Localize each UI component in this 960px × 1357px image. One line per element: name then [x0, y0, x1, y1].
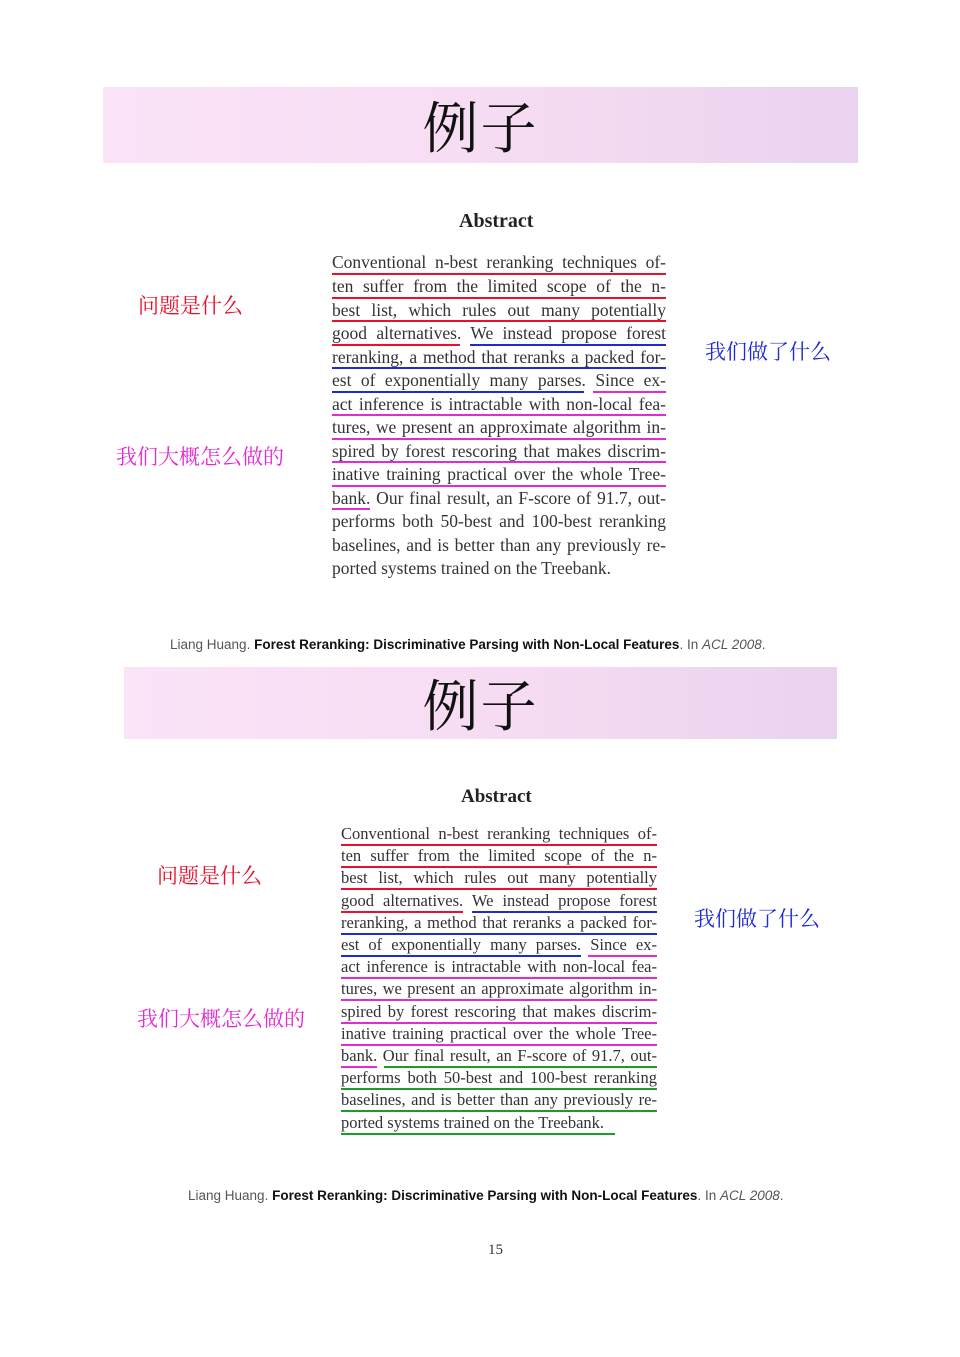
- green-underline: [341, 1110, 657, 1112]
- citation-title: Forest Reranking: Discriminative Parsing with Non-Local Features: [272, 1188, 698, 1203]
- abstract-line: baselines, and is better than any previously re-: [341, 1090, 657, 1109]
- abstract-line: reranking, a method that reranks a packed for-: [332, 347, 666, 367]
- abstract-line: inative training practical over the whole Tree-: [332, 464, 666, 484]
- citation-author: Liang Huang.: [170, 637, 251, 652]
- green-underline: [341, 1133, 615, 1135]
- abstract-line: bank. Our final result, an F-score of 91.7, out-: [332, 488, 666, 508]
- magenta-underline: [341, 999, 657, 1001]
- magenta-underline: [332, 438, 666, 440]
- green-underline: [384, 1066, 657, 1068]
- blue-underline: [341, 955, 581, 957]
- blue-underline: [472, 911, 657, 913]
- blue-underline: [332, 391, 584, 393]
- abstract-line: est of exponentially many parses. Since ex-: [341, 935, 657, 954]
- slide1-abstract-heading: Abstract: [459, 210, 534, 232]
- page-number: 15: [488, 1242, 503, 1258]
- magenta-underline: [332, 485, 666, 487]
- green-underline: [341, 1088, 657, 1090]
- abstract-line: ported systems trained on the Treebank.: [341, 1113, 605, 1132]
- magenta-underline: [332, 461, 666, 463]
- citation-end: .: [761, 637, 766, 652]
- abstract-line: act inference is intractable with non-local fea-: [341, 957, 657, 976]
- abstract-line: reranking, a method that reranks a packed for-: [341, 913, 657, 932]
- blue-underline: [470, 344, 666, 346]
- slide2-note-what-we-did: 我们做了什么: [694, 907, 820, 931]
- magenta-underline: [341, 1066, 377, 1068]
- red-underline: [341, 866, 657, 868]
- citation-venue: ACL 2008: [719, 1188, 780, 1203]
- abstract-line: Conventional n-best reranking techniques of-: [341, 824, 657, 843]
- red-underline: [341, 911, 463, 913]
- slide1-note-what-problem: 问题是什么: [138, 294, 243, 318]
- abstract-line: ten suffer from the limited scope of the n-: [332, 276, 666, 296]
- slide2-title: 例子: [422, 675, 539, 740]
- abstract-line: performs both 50-best and 100-best reranking: [332, 511, 666, 531]
- slide2-note-what-problem: 问题是什么: [157, 864, 262, 888]
- blue-underline: [341, 933, 657, 935]
- magenta-underline: [588, 955, 657, 957]
- abstract-line: bank. Our final result, an F-score of 91.7, out-: [341, 1046, 657, 1065]
- magenta-underline: [332, 508, 370, 510]
- red-underline: [332, 273, 666, 275]
- blue-underline: [332, 367, 666, 369]
- citation-venue-prefix: . In: [697, 1188, 717, 1203]
- slide1-citation: [170, 637, 766, 652]
- abstract-line: good alternatives. We instead propose forest: [341, 891, 657, 910]
- abstract-line: best list, which rules out many potentially: [332, 300, 666, 320]
- abstract-line: good alternatives. We instead propose forest: [332, 323, 666, 343]
- magenta-underline: [341, 1044, 657, 1046]
- abstract-line: act inference is intractable with non-local fea-: [332, 394, 666, 414]
- abstract-line: baselines, and is better than any previously re-: [332, 535, 666, 555]
- abstract-line: performs both 50-best and 100-best reranking: [341, 1068, 657, 1087]
- slide2-note-how-we-did: 我们大概怎么做的: [137, 1007, 305, 1031]
- slide1-title: 例子: [422, 97, 539, 162]
- citation-title: Forest Reranking: Discriminative Parsing with Non-Local Features: [254, 637, 680, 652]
- slide1-note-what-we-did: 我们做了什么: [705, 340, 831, 364]
- red-underline: [341, 888, 657, 890]
- abstract-line: ten suffer from the limited scope of the n-: [341, 846, 657, 865]
- abstract-line: inative training practical over the whole Tree-: [341, 1024, 657, 1043]
- slide2-abstract-heading: Abstract: [461, 786, 532, 807]
- abstract-line: best list, which rules out many potentially: [341, 868, 657, 887]
- magenta-underline: [341, 1022, 657, 1024]
- red-underline: [332, 344, 460, 346]
- magenta-underline: [593, 391, 666, 393]
- slide1-note-how-we-did: 我们大概怎么做的: [116, 445, 284, 469]
- abstract-line: ported systems trained on the Treebank.: [332, 558, 611, 578]
- slide1-title-banner: [103, 87, 858, 163]
- abstract-line: spired by forest rescoring that makes discrim-: [332, 441, 666, 461]
- slide2-title-banner: [124, 667, 837, 739]
- slide2-citation: [188, 1188, 784, 1203]
- abstract-line: Conventional n-best reranking techniques of-: [332, 252, 666, 272]
- citation-venue: ACL 2008: [701, 637, 762, 652]
- magenta-underline: [341, 977, 657, 979]
- abstract-line: spired by forest rescoring that makes discrim-: [341, 1002, 657, 1021]
- citation-author: Liang Huang.: [188, 1188, 269, 1203]
- red-underline: [332, 320, 666, 322]
- citation-end: .: [779, 1188, 784, 1203]
- abstract-line: tures, we present an approximate algorithm in-: [341, 979, 657, 998]
- red-underline: [332, 297, 666, 299]
- citation-venue-prefix: . In: [679, 637, 699, 652]
- red-underline: [341, 844, 657, 846]
- abstract-line: tures, we present an approximate algorithm in-: [332, 417, 666, 437]
- abstract-line: est of exponentially many parses. Since ex-: [332, 370, 666, 390]
- magenta-underline: [332, 414, 666, 416]
